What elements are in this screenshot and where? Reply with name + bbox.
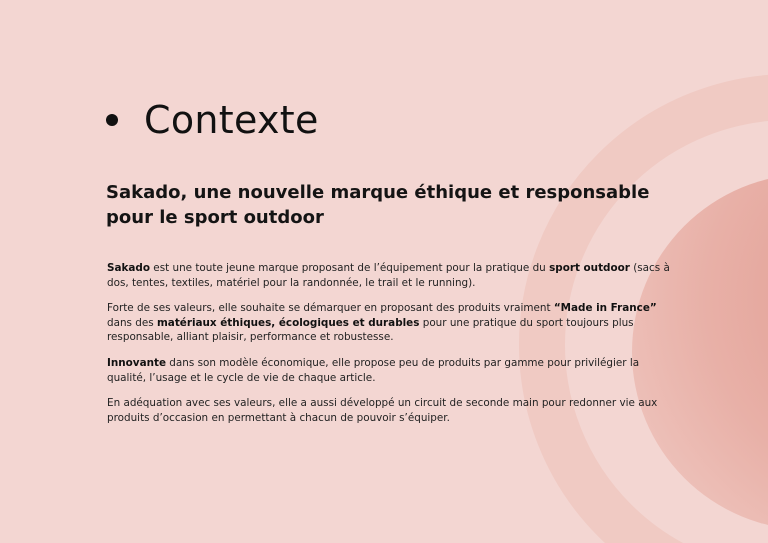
- paragraph-2-bold-2: matériaux éthiques, écologiques et durables: [156, 316, 420, 329]
- paragraph-1-text-2: (sacs à dos, tentes, textiles, matériel pour la randonnée, le trail et le running).: [107, 262, 670, 289]
- page-title: Contexte: [144, 98, 319, 142]
- subtitle: Sakado, une nouvelle marque éthique et responsable pour le sport outdoor: [106, 182, 650, 228]
- paragraph-3-text-1: dans son modèle économique, elle propose peu de produits par gamme pour privilégier la qualité, l’usage et le cycle de vie de chaque article.: [107, 356, 640, 384]
- paragraph-1: [107, 261, 672, 290]
- paragraph-2-text-2: dans des: [107, 316, 157, 329]
- paragraph-4: [107, 396, 672, 425]
- title-row: [104, 96, 319, 144]
- body-text: [107, 261, 672, 436]
- paragraph-3-bold-1: Innovante: [107, 356, 166, 369]
- paragraph-2-text-3: pour une pratique du sport toujours plus responsable, alliant plaisir, performance et robustesse.: [107, 316, 634, 344]
- paragraph-1-bold-2: sport outdoor: [549, 262, 630, 274]
- paragraph-3: [107, 356, 672, 385]
- paragraph-1-bold-1: Sakado: [107, 262, 150, 274]
- paragraph-2-bold-1: “Made in France”: [553, 302, 657, 315]
- bullet-icon: [106, 114, 118, 126]
- paragraph-4-text-1: En adéquation avec ses valeurs, elle a aussi développé un circuit de seconde main pour redonner vie aux produits d’occasion en permettant à chacun de pouvoir s’équiper.: [107, 397, 658, 424]
- paragraph-2: [107, 301, 672, 345]
- paragraph-1-text-1: est une toute jeune marque proposant de l’équipement pour la pratique du: [150, 262, 550, 274]
- paragraph-2-text-1: Forte de ses valeurs, elle souhaite se démarquer en proposant des produits vraiment: [107, 302, 554, 315]
